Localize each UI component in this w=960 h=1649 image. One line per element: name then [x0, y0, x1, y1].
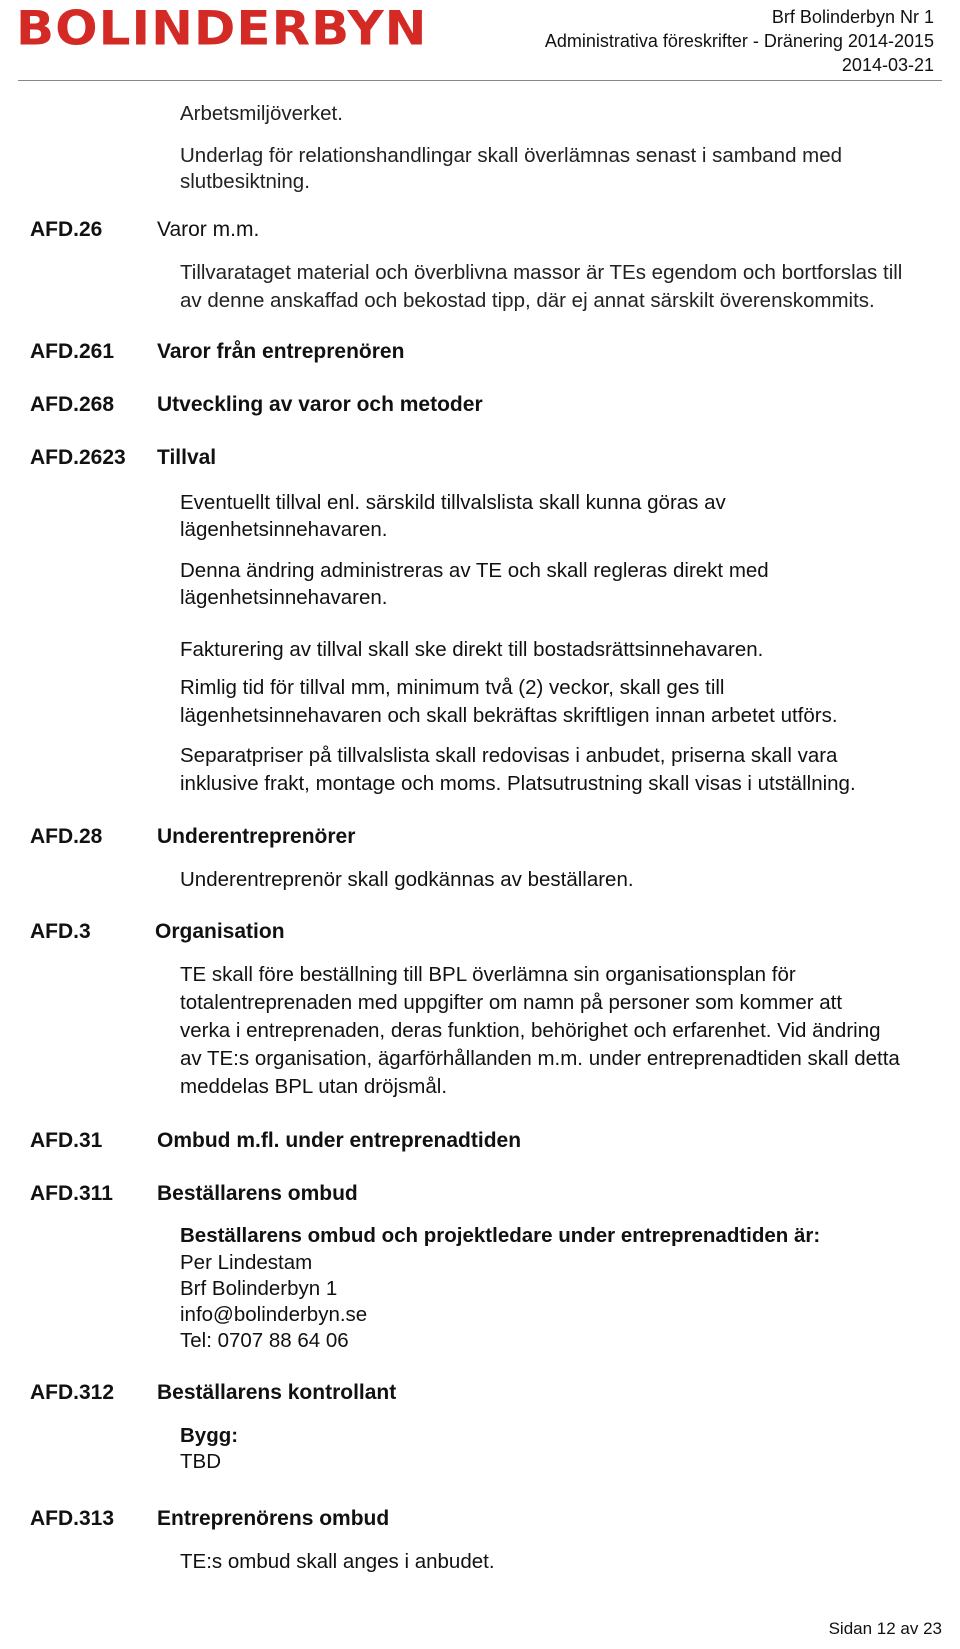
section-code-afd261: AFD.261 [30, 340, 115, 363]
intro-text-3: slutbesiktning. [180, 170, 310, 193]
intro-text-2: Underlag för relationshandlingar skall överlämnas senast i samband med [180, 144, 843, 167]
afd3-text-1c: verka i entreprenaden, deras funktion, behörighet och erfarenhet. Vid ändring [180, 1019, 881, 1042]
section-code-afd313: AFD.313 [30, 1507, 115, 1530]
section-title-afd3: Organisation [155, 920, 285, 943]
section-code-afd26: AFD.26 [30, 218, 103, 241]
section-code-afd311: AFD.311 [30, 1182, 113, 1205]
section-title-afd2623: Tillval [157, 446, 217, 469]
afd2623-text-5a: Separatpriser på tillvalslista skall redovisas i anbudet, priserna skall vara [180, 744, 838, 767]
page-number: Sidan 12 av 23 [828, 1619, 942, 1638]
section-code-afd3: AFD.3 [30, 920, 91, 943]
afd2623-text-1b: lägenhetsinnehavaren. [180, 518, 388, 541]
afd311-email: info@bolinderbyn.se [180, 1303, 368, 1326]
afd311-lead: Beställarens ombud och projektledare under entreprenadtiden är: [180, 1224, 821, 1247]
section-title-afd26: Varor m.m. [157, 218, 260, 241]
afd2623-text-4a: Rimlig tid för tillval mm, minimum två (2) veckor, skall ges till [180, 676, 725, 699]
afd312-subhead: Bygg: [180, 1424, 239, 1447]
afd2623-text-1a: Eventuellt tillval enl. särskild tillvalslista skall kunna göras av [180, 491, 726, 514]
document-name: Brf Bolinderbyn Nr 1 [771, 7, 934, 27]
afd2623-text-3: Fakturering av tillval skall ske direkt till bostadsrättsinnehavaren. [180, 638, 764, 661]
afd26-text-2: av denne anskaffad och bekostad tipp, där ej annat särskilt överenskommits. [180, 289, 875, 312]
afd3-text-1b: totalentreprenaden med uppgifter om namn på personer som kommer att [180, 991, 843, 1014]
afd2623-text-2b: lägenhetsinnehavaren. [180, 586, 388, 609]
section-title-afd261: Varor från entreprenören [157, 340, 405, 363]
section-title-afd311: Beställarens ombud [157, 1182, 358, 1205]
intro-text-1: Arbetsmiljöverket. [180, 102, 343, 125]
section-title-afd31: Ombud m.fl. under entreprenadtiden [157, 1129, 522, 1152]
afd3-text-1a: TE skall före beställning till BPL överlämna sin organisationsplan för [180, 963, 796, 986]
section-title-afd312: Beställarens kontrollant [157, 1381, 397, 1404]
section-title-afd28: Underentreprenörer [157, 825, 356, 848]
afd2623-text-5b: inklusive frakt, montage och moms. Platsutrustning skall visas i utställning. [180, 772, 856, 795]
section-code-afd2623: AFD.2623 [30, 446, 126, 469]
section-code-afd312: AFD.312 [30, 1381, 115, 1404]
header-divider [18, 80, 942, 81]
afd311-name: Per Lindestam [180, 1251, 313, 1274]
afd311-tel: Tel: 0707 88 64 06 [180, 1329, 349, 1352]
afd28-text-1: Underentreprenör skall godkännas av beställaren. [180, 868, 634, 891]
bolinderbyn-logo: BOLINDERBYN [16, 0, 428, 57]
afd26-text-1: Tillvarataget material och överblivna massor är TEs egendom och bortforslas till [180, 261, 903, 284]
afd3-text-1d: av TE:s organisation, ägarförhållanden m.m. under entreprenadtiden skall detta [180, 1047, 900, 1070]
document-date: 2014-03-21 [841, 55, 934, 75]
afd3-text-1e: meddelas BPL utan dröjsmål. [180, 1075, 448, 1098]
section-code-afd28: AFD.28 [30, 825, 103, 848]
document-subtitle: Administrativa föreskrifter - Dränering 2014-2015 [544, 31, 934, 51]
afd312-value: TBD [180, 1450, 221, 1473]
section-code-afd268: AFD.268 [30, 393, 115, 416]
afd2623-text-2a: Denna ändring administreras av TE och skall regleras direkt med [180, 559, 769, 582]
afd2623-text-4b: lägenhetsinnehavaren och skall bekräftas skriftligen innan arbetet utförs. [180, 704, 838, 727]
afd311-org: Brf Bolinderbyn 1 [180, 1277, 338, 1300]
afd313-text-1: TE:s ombud skall anges i anbudet. [180, 1550, 495, 1573]
section-title-afd313: Entreprenörens ombud [157, 1507, 390, 1530]
section-code-afd31: AFD.31 [30, 1129, 103, 1152]
section-title-afd268: Utveckling av varor och metoder [157, 393, 483, 416]
